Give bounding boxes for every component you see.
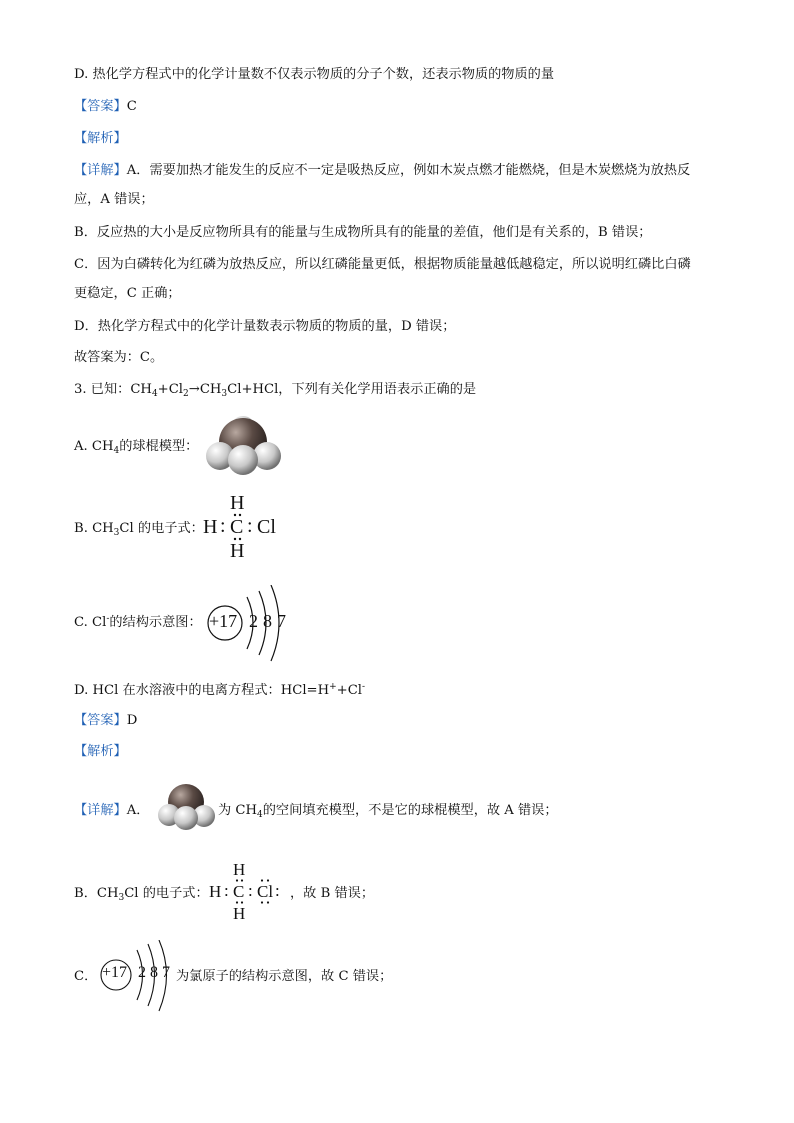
ch4-ball-model-image (203, 412, 287, 476)
detail-line-c2: 更稳定，C 正确； (74, 286, 181, 301)
question-3: 3. 已知：$CH_4+Cl_2\to CH_3Cl+HCl$，下列有关化学用语表示正确的是 (74, 382, 477, 399)
analysis-tag: 【解析】 (74, 131, 127, 146)
ch3cl-electron-formula-option: H H : C : Cl H (203, 492, 276, 562)
option-a-label: A. $CH_4$的球棍模型： (74, 439, 199, 456)
option-d-ionization: D. HCl 在水溶液中的电离方程式：HCl=H++Cl- (74, 682, 366, 698)
analysis-tag-2: 【解析】 (74, 744, 127, 759)
detail2-line-b-prefix: B．$CH_3Cl$ 的电子式： (74, 886, 209, 903)
detail-line-c: C．因为白磷转化为红磷为放热反应，所以红磷能量更低，根据物质能量越低越稳定，所以说明红磷比白磷 (74, 257, 691, 272)
cl-atom-structure-image: +17 2 8 7 (99, 940, 183, 1012)
detail-line-b: B．反应热的大小是反应物所具有的能量与生成物所具有的能量的差值，他们是有关系的，B 错误； (74, 225, 652, 240)
ch4-space-filling-model-image (156, 780, 218, 832)
detail2-line-c-prefix: C． (74, 969, 98, 984)
detail-line-a: 【详解】A．需要加热才能发生的反应不一定是吸热反应，例如木炭点燃才能燃烧，但是木炭燃烧为放热反 (74, 163, 691, 178)
conclusion-line: 故答案为：C。 (74, 350, 164, 365)
detail-line-d: D．热化学方程式中的化学计量数表示物质的物质的量，D 错误； (74, 319, 456, 334)
detail2-line-a-text: 为 $CH_4$的空间填充模型，不是它的球棍模型，故 A 错误； (218, 803, 558, 820)
answer-tag: 【答案】 (74, 713, 127, 728)
answer-line-2: 【答案】D (74, 713, 138, 728)
answer-line: 【答案】C (74, 99, 137, 114)
detail-line-a2: 应，A 错误； (74, 192, 154, 207)
cl-ion-structure-option: +17 2 8 7 (205, 585, 297, 663)
detail2-line-c-text: 为氯原子的结构示意图，故 C 错误； (176, 969, 393, 984)
option-b-label: B. $CH_3Cl$ 的电子式： (74, 521, 204, 538)
ch3cl-full-electron-formula: H H : C : Cl : H (209, 860, 280, 923)
option-c-label: C. Cl-的结构示意图： (74, 614, 202, 630)
detail2-line-a-prefix: 【详解】A． (74, 803, 150, 818)
detail2-line-b-suffix: ，故 B 错误； (290, 886, 375, 901)
answer-tag: 【答案】 (74, 99, 127, 114)
option-d-line: D. 热化学方程式中的化学计量数不仅表示物质的分子个数，还表示物质的物质的量 (74, 67, 555, 82)
